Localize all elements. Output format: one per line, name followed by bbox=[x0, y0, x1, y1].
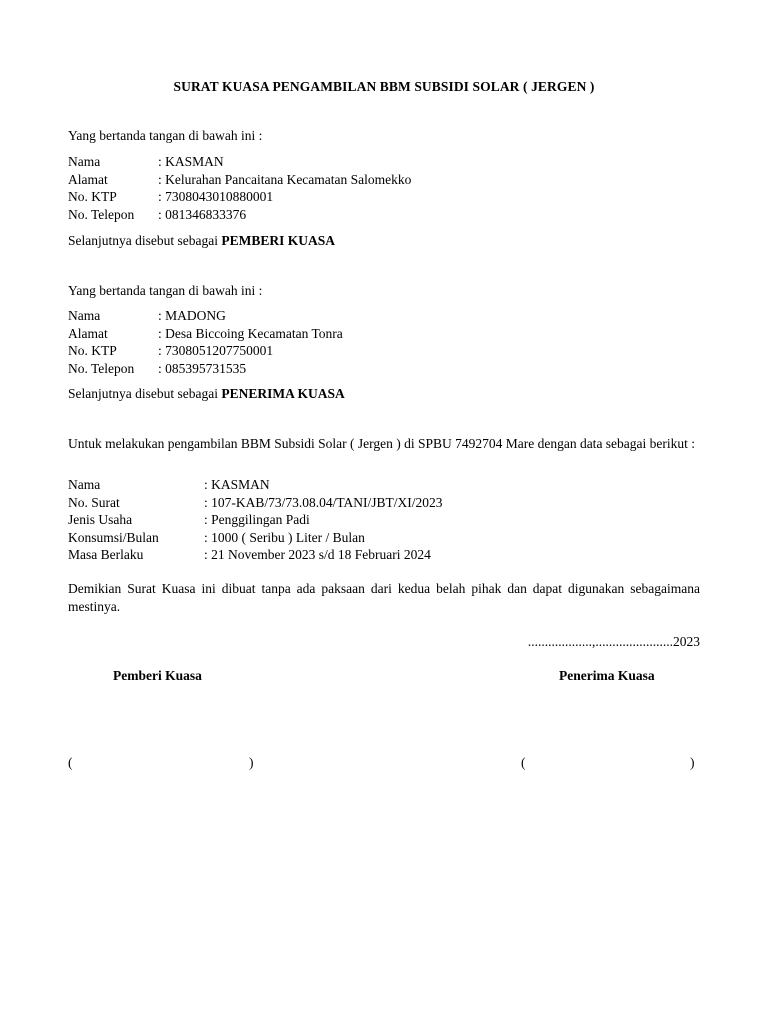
intro-receiver: Yang bertanda tangan di bawah ini : bbox=[68, 283, 263, 298]
giver-role-note bbox=[68, 232, 335, 250]
giver-role-title: PEMBERI KUASA bbox=[221, 233, 335, 248]
date-line: ...................,.......................2023 bbox=[527, 634, 700, 649]
receiver-address-value: : Desa Biccoing Kecamatan Tonra bbox=[158, 325, 343, 341]
receiver-role-prefix: Selanjutnya disebut sebagai bbox=[68, 386, 222, 401]
receiver-address-label: Alamat bbox=[68, 325, 108, 341]
receiver-phone-value: : 085395731535 bbox=[158, 360, 247, 376]
giver-ktp-value: : 7308043010880001 bbox=[158, 189, 274, 204]
letter-title: SURAT KUASA PENGAMBILAN BBM SUBSIDI SOLAR ( JERGEN ) bbox=[173, 79, 595, 94]
giver-phone-value: : 081346833376 bbox=[158, 206, 247, 222]
receiver-paren-open: ( bbox=[521, 755, 526, 770]
intro-giver: Yang bertanda tangan di bawah ini : bbox=[68, 128, 263, 143]
giver-address-value: : Kelurahan Pancaitana Kecamatan Salomekko bbox=[158, 171, 412, 187]
detail-consumption-value: : 1000 ( Seribu ) Liter / Bulan bbox=[204, 529, 365, 545]
detail-name-label: Nama bbox=[68, 477, 101, 492]
giver-ktp-label: No. KTP bbox=[68, 189, 117, 204]
receiver-ktp-label: No. KTP bbox=[68, 343, 117, 358]
detail-business-type-value: : Penggilingan Padi bbox=[204, 512, 310, 527]
purpose-paragraph: Untuk melakukan pengambilan BBM Subsidi Solar ( Jergen ) di SPBU 7492704 Mare dengan data sebagai berikut : bbox=[68, 436, 696, 451]
receiver-role-note bbox=[68, 385, 345, 403]
detail-name-value: : KASMAN bbox=[204, 477, 270, 492]
giver-phone-label: No. Telepon bbox=[68, 206, 135, 222]
giver-paren-open: ( bbox=[68, 755, 73, 770]
giver-address-label: Alamat bbox=[68, 171, 108, 187]
detail-validity-value: : 21 November 2023 s/d 18 Februari 2024 bbox=[204, 547, 431, 562]
receiver-name-label: Nama bbox=[68, 308, 101, 323]
detail-letter-number-value: : 107-KAB/73/73.08.04/TANI/JBT/XI/2023 bbox=[204, 494, 443, 510]
receiver-phone-label: No. Telepon bbox=[68, 360, 135, 376]
receiver-paren-close: ) bbox=[690, 755, 695, 770]
detail-letter-number-label: No. Surat bbox=[68, 494, 120, 510]
giver-role-prefix: Selanjutnya disebut sebagai bbox=[68, 233, 222, 248]
closing-paragraph: Demikian Surat Kuasa ini dibuat tanpa ada paksaan dari kedua belah pihak dan dapat digunakan sebagaimana mestinya. bbox=[68, 581, 700, 614]
receiver-role-title: PENERIMA KUASA bbox=[221, 386, 345, 401]
detail-consumption-label: Konsumsi/Bulan bbox=[68, 529, 159, 545]
receiver-name-value: : MADONG bbox=[158, 308, 226, 323]
detail-business-type-label: Jenis Usaha bbox=[68, 512, 133, 527]
signature-label-giver: Pemberi Kuasa bbox=[113, 668, 202, 683]
signature-label-receiver: Penerima Kuasa bbox=[559, 668, 655, 683]
giver-name-label: Nama bbox=[68, 154, 101, 169]
giver-paren-close: ) bbox=[249, 755, 254, 770]
giver-name-value: : KASMAN bbox=[158, 154, 224, 169]
receiver-ktp-value: : 7308051207750001 bbox=[158, 343, 274, 358]
detail-validity-label: Masa Berlaku bbox=[68, 547, 144, 562]
